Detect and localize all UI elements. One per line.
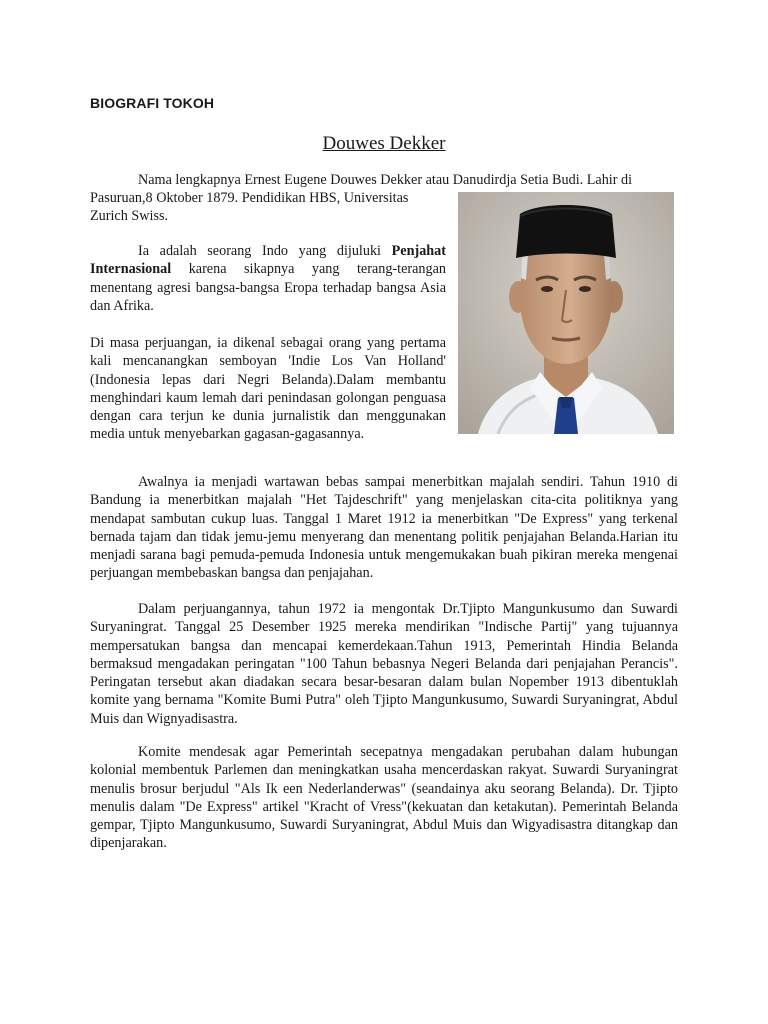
paragraph-5: Dalam perjuangannya, tahun 1972 ia mengontak Dr.Tjipto Mangunkusumo dan Suwardi Suryaningrat. Tanggal 25 Desember 1925 mereka mendirikan "Indische Partij" yang tujuannya mempersatukan bangsa dan mencapai kemerdekaan.Tahun 1913, Pemerintah Hindia Belanda bermaksud mengadakan peringatan "100 Tahun bebasnya Negeri Belanda dari penjajahan Perancis". Peringatan tersebut akan diadakan secara besar-besaran dalam bulan Nopember 1913 dibentuklah komite yang bernama "Komite Bumi Putra" oleh Tjipto Mangunkusumo, Suwardi Suryaningrat, Abdul Muis dan Wignyadisastra. <box>90 601 678 727</box>
portrait-photo-icon <box>458 192 674 434</box>
paragraph-4: Awalnya ia menjadi wartawan bebas sampai menerbitkan majalah sendiri. Tahun 1910 di Bandung ia menerbitkan majalah "Het Tajdeschrift" yang menjelaskan cita-cita politiknya yang mendapat sambutan cukup luas. Tanggal 1 Maret 1912 ia menerbitkan "De Express" yang terkenal bernada tajam dan tidak jemu-jemu menyerang dan menentang politik penjajahan Belanda.Harian itu menjadi sarana bagi pemuda-pemuda Indonesia untuk mengemukakan buah pikiran mereka mengenai perjuangan membebaskan bangsa dan penjajahan. <box>90 474 678 582</box>
page-title: Douwes Dekker <box>322 133 446 154</box>
paragraph-3: Di masa perjuangan, ia dikenal sebagai orang yang pertama kali mencanangkan semboyan 'Indie Los Van Holland' (Indonesia lepas dari Negri Belanda).Dalam membantu menghindari kaum lemah dari penindasan golongan penguasa dengan cara terjun ke dunia jurnalistik dan menggunakan media untuk menyebarkan gagasan-gagasannya. <box>90 335 446 443</box>
paragraph-2-text-start: Ia adalah seorang Indo yang dijuluki <box>138 243 392 259</box>
portrait-photo <box>458 192 674 434</box>
paragraph-6: Komite mendesak agar Pemerintah secepatnya mengadakan perubahan dalam hubungan kolonial membentuk Parlemen dan meningkatkan usaha mencerdaskan rakyat. Suwardi Suryaningrat menulis brosur berjudul "Als Ik een Nederlanderwas" (seandainya aku seorang Belanda). Dr. Tjipto menulis dalam "De Express" artikel "Kracht of Vress"(kekuatan dan ketakutan). Pemerintah Belanda gempar, Tjipto Mangunkusumo, Suwardi Suryaningrat, Abdul Muis dan Wigyadisastra ditangkap dan dipenjarakan. <box>90 744 678 852</box>
section-heading: BIOGRAFI TOKOH <box>90 95 215 111</box>
paragraph-2-text-end: karena sikapnya yang terang-terangan menentang agresi bangsa-bangsa Eropa terhadap bangsa Asia dan Afrika. <box>90 261 446 314</box>
paragraph-1-rest: Pasuruan,8 Oktober 1879. Pendidikan HBS, Universitas Zurich Swiss. <box>90 190 409 225</box>
paragraph-2 <box>90 242 446 315</box>
paragraph-1-line-1: Nama lengkapnya Ernest Eugene Douwes Dekker atau Danudirdja Setia Budi. Lahir di <box>138 172 633 188</box>
paragraph-2-bold-term: Penjahat Internasional <box>90 243 446 278</box>
